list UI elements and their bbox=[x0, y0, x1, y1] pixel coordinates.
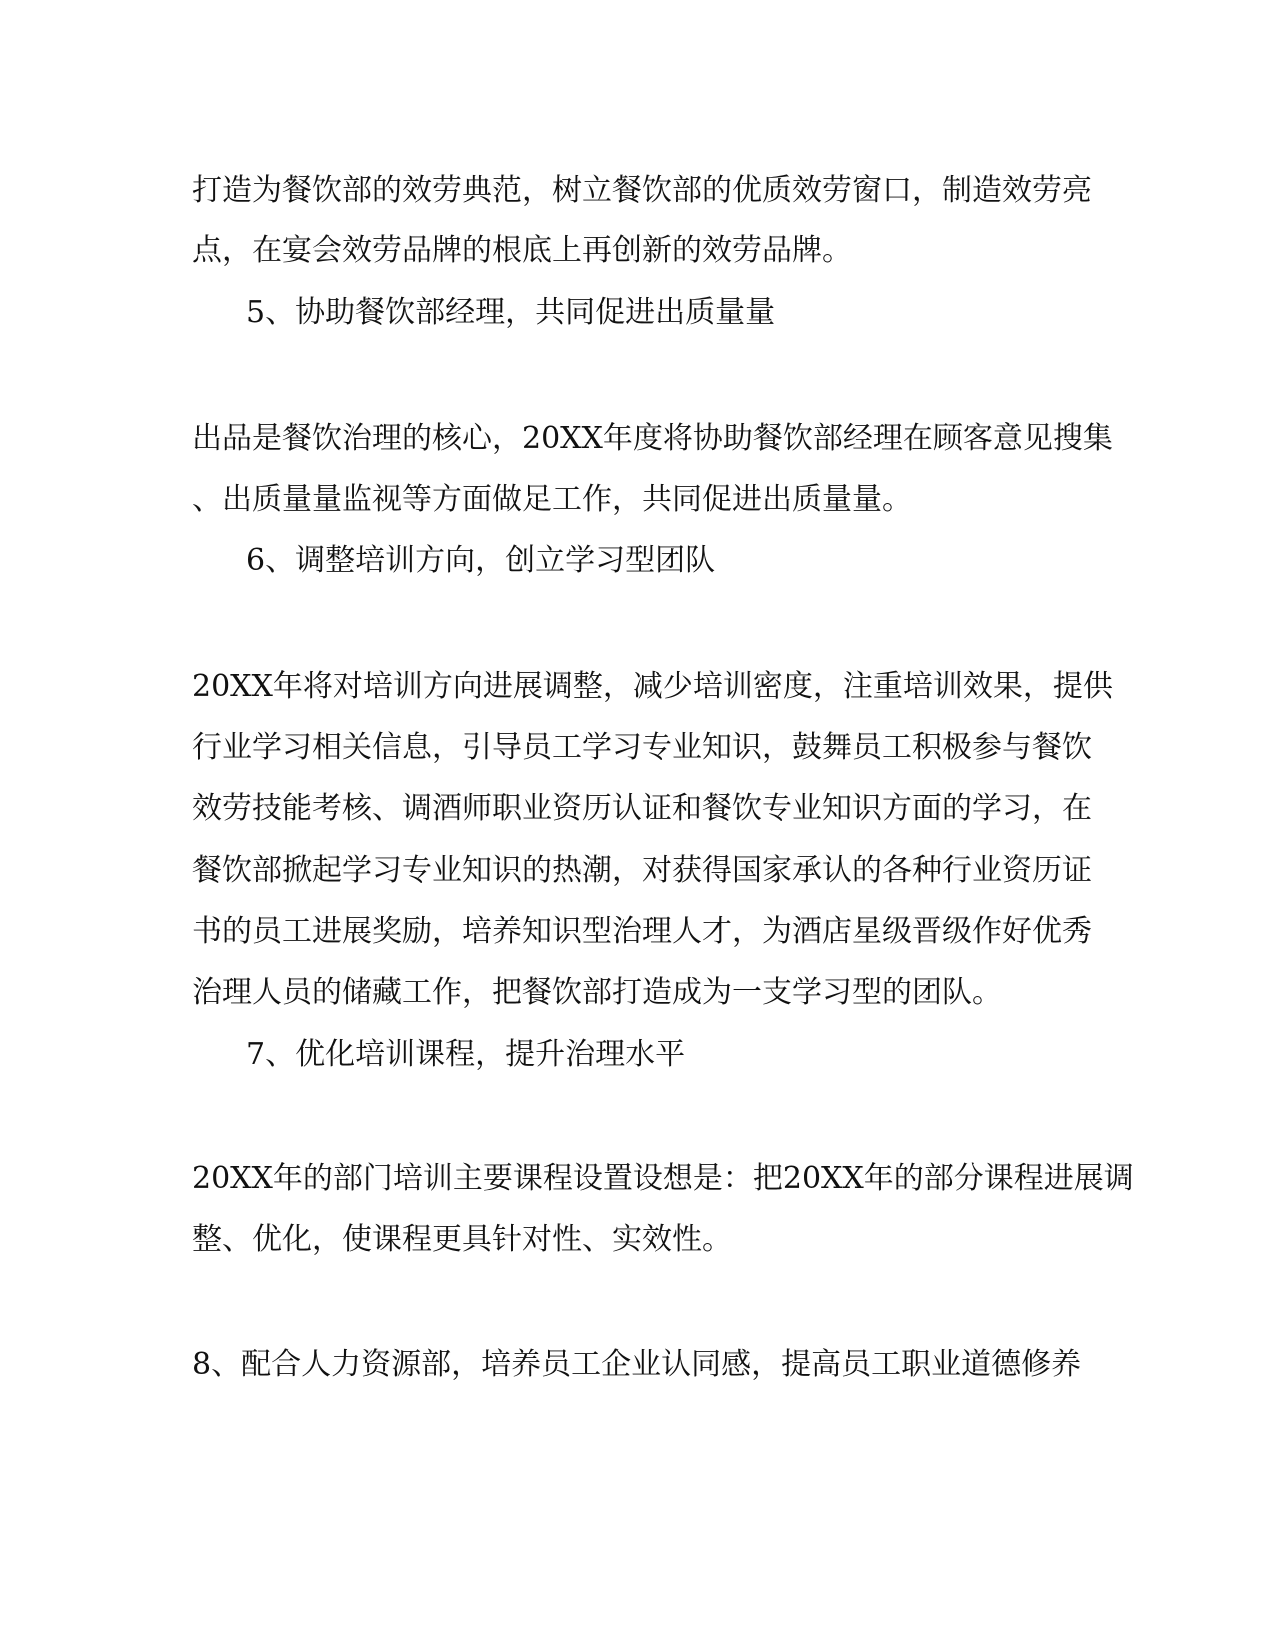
section-heading-7: 7、优化培训课程，提升治理水平 bbox=[246, 1037, 686, 1072]
body-text-line: 整、优化，使课程更具针对性、实效性。 bbox=[192, 1222, 732, 1257]
section-heading-6: 6、调整培训方向，创立学习型团队 bbox=[246, 543, 716, 578]
body-text-line: 餐饮部掀起学习专业知识的热潮，对获得国家承认的各种行业资历证 bbox=[192, 853, 1092, 888]
body-text-line: 打造为餐饮部的效劳典范，树立餐饮部的优质效劳窗口，制造效劳亮 bbox=[192, 173, 1092, 208]
body-text-line: 出品是餐饮治理的核心，20XX年度将协助餐饮部经理在顾客意见搜集 bbox=[192, 421, 1113, 456]
body-text-line: 20XX年将对培训方向进展调整，减少培训密度，注重培训效果，提供 bbox=[192, 669, 1113, 704]
section-heading-8: 8、配合人力资源部，培养员工企业认同感，提高员工职业道德修养 bbox=[192, 1347, 1082, 1382]
body-text-line: 行业学习相关信息，引导员工学习专业知识，鼓舞员工积极参与餐饮 bbox=[192, 730, 1092, 765]
body-text-line: 治理人员的储藏工作，把餐饮部打造成为一支学习型的团队。 bbox=[192, 975, 1002, 1010]
body-text-line: 、出质量量监视等方面做足工作，共同促进出质量量。 bbox=[192, 482, 912, 517]
section-heading-5: 5、协助餐饮部经理，共同促进出质量量 bbox=[246, 295, 776, 330]
body-text-line: 20XX年的部门培训主要课程设置设想是：把20XX年的部分课程进展调 bbox=[192, 1161, 1134, 1196]
body-text-line: 书的员工进展奖励，培养知识型治理人才，为酒店星级晋级作好优秀 bbox=[192, 914, 1092, 949]
body-text-line: 点，在宴会效劳品牌的根底上再创新的效劳品牌。 bbox=[192, 233, 852, 268]
body-text-line: 效劳技能考核、调酒师职业资历认证和餐饮专业知识方面的学习，在 bbox=[192, 791, 1092, 826]
